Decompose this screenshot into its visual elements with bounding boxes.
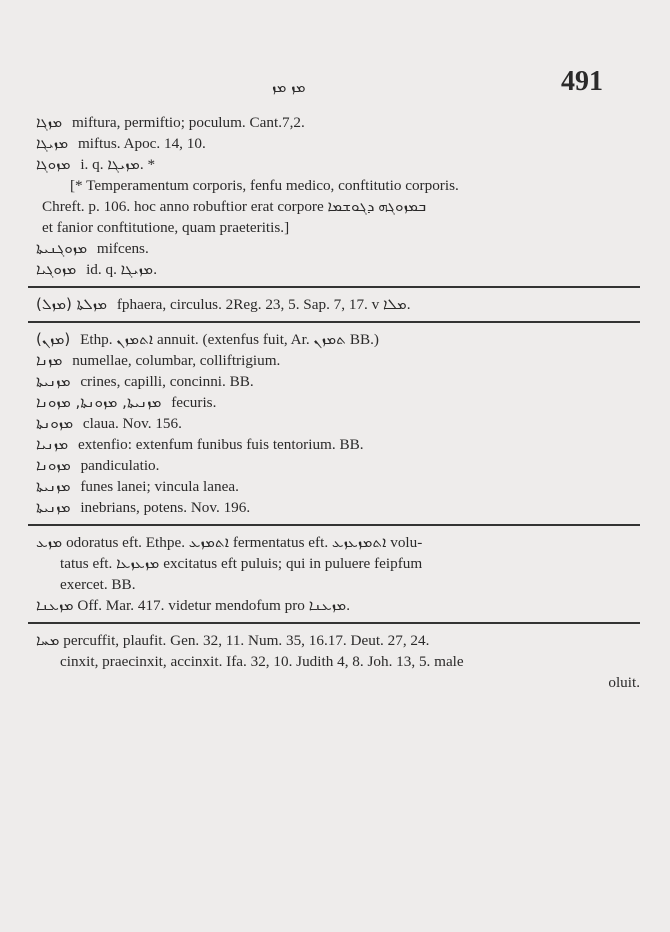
entry-line: ܡܙܥ odoratus eft. Ethpe. ܐܬܡܙܥ fermentatus eft. ܐܬܡܙܥܙܥ volu- <box>36 534 423 551</box>
entry <box>36 294 640 315</box>
editorial-note <box>36 175 640 238</box>
entry-definition: fecuris. <box>171 394 217 411</box>
entry-definition: Ethp. ܐܬܡܙܢ annuit. (extenfus fuit, Ar. ܬܡܙܢ BB.) <box>80 331 379 348</box>
section-divider <box>28 286 640 288</box>
entry-definition: miftus. Apoc. 14, 10. <box>77 135 206 152</box>
entry-definition: numellae, columbar, colliftrigium. <box>72 352 281 369</box>
entry-definition: miftura, permiftio; poculum. Cant.7,2. <box>71 114 305 131</box>
syriac-headword: ܡܙܓܐ <box>36 113 63 131</box>
note-line: Chreft. p. 106. hoc anno robuftior erat corpore ܒܡܙܘܓܗ ܕܓܘܫܡܐ <box>42 198 427 215</box>
syriac-headword: (ܡܙܠ) ܡܙܠܬܐ <box>36 295 108 313</box>
entry <box>36 133 640 154</box>
entry <box>36 154 640 175</box>
syriac-headword: ܡܙܢܝܬܐ <box>36 498 71 516</box>
entry-definition: i. q. ܡܙܝܓܐ. * <box>80 156 156 173</box>
entry <box>36 455 640 476</box>
entry <box>36 238 640 259</box>
entry-definition: id. q. ܡܙܝܓܐ. <box>86 261 158 278</box>
note-line: [* Temperamentum corporis, fenfu medico, conftitutio corporis. <box>70 177 459 194</box>
entry <box>36 497 640 518</box>
entry <box>36 329 640 350</box>
entries-column <box>36 112 640 693</box>
page-number: 491 <box>561 66 603 97</box>
entry-definition: crines, capilli, concinni. BB. <box>80 373 254 390</box>
entry-definition: inebrians, potens. Nov. 196. <box>80 499 251 516</box>
entry <box>36 392 640 413</box>
entry-definition: extenfio: extenfum funibus fuis tentorium. BB. <box>77 436 364 453</box>
section-divider <box>28 622 640 624</box>
entry <box>36 112 640 133</box>
syriac-headword: ܡܙܘܓܢܝܬܐ <box>36 239 88 257</box>
entry-line: oluit. <box>608 674 640 691</box>
entry-definition: mifcens. <box>96 240 149 257</box>
syriac-headword: ܡܙܘܓܐ <box>36 155 71 173</box>
syriac-headword: ܡܙܢܝܐ <box>36 435 69 453</box>
entry <box>36 259 640 280</box>
entry <box>36 371 640 392</box>
entry-line: tatus eft. ܡܙܥܙܥܐ excitatus eft puluis; qui in puluere feipfum <box>60 555 423 572</box>
syriac-headword: ܡܙܝܓܐ <box>36 134 69 152</box>
entry-line: exercet. BB. <box>60 576 136 593</box>
syriac-headword: ܡܙܘܢܐ <box>36 456 71 474</box>
entry <box>36 413 640 434</box>
entry <box>36 350 640 371</box>
syriac-headword: (ܡܙܢ) <box>36 330 71 348</box>
entry-line: ܡܚܐ percuffit, plaufit. Gen. 32, 11. Num. 35, 16.17. Deut. 27, 24. <box>36 632 430 649</box>
syriac-headword: ܡܙܢܝܬܐ <box>36 372 71 390</box>
running-head: ܡܙ ܡܙ <box>272 78 306 96</box>
entry-definition: claua. Nov. 156. <box>82 415 182 432</box>
entry <box>36 476 640 497</box>
syriac-headword: ܡܙܢܝܬܐ, ܡܙܘܢܬܐ, ܡܙܘܢܐ <box>36 393 162 411</box>
note-line: et fanior conftitutione, quam praeteritis.] <box>42 219 290 236</box>
entry-definition: pandiculatio. <box>80 457 160 474</box>
section-divider <box>28 524 640 526</box>
entry <box>36 434 640 455</box>
syriac-headword: ܡܙܢܐ <box>36 351 63 369</box>
entry-line: cinxit, praecinxit, accinxit. Ifa. 32, 10. Judith 4, 8. Joh. 13, 5. male <box>60 653 464 670</box>
section-divider <box>28 321 640 323</box>
syriac-headword: ܡܙܘܓܝܐ <box>36 260 77 278</box>
syriac-headword: ܡܙܢܝܬܐ <box>36 477 71 495</box>
entry-definition: fphaera, circulus. 2Reg. 23, 5. Sap. 7, 17. v ܡܠܐ. <box>116 296 411 313</box>
entry-definition: funes lanei; vincula lanea. <box>80 478 239 495</box>
entry-line: ܡܙܥܢܐ Off. Mar. 417. videtur mendofum pro ܡܙܥܢܐ. <box>36 597 351 614</box>
syriac-headword: ܡܙܘܢܬܐ <box>36 414 74 432</box>
